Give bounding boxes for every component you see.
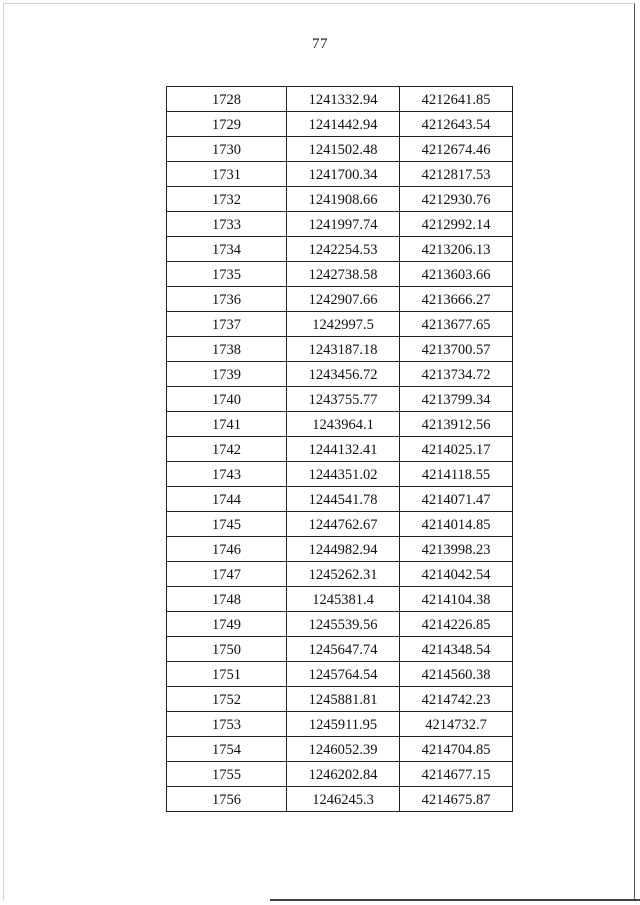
point-number-cell: 1738 bbox=[167, 337, 287, 362]
point-number-cell: 1747 bbox=[167, 562, 287, 587]
y-coordinate-cell: 4214042.54 bbox=[400, 562, 513, 587]
y-coordinate-cell: 4214104.38 bbox=[400, 587, 513, 612]
x-coordinate-cell: 1244762.67 bbox=[287, 512, 400, 537]
y-coordinate-cell: 4213799.34 bbox=[400, 387, 513, 412]
x-coordinate-cell: 1241332.94 bbox=[287, 87, 400, 112]
point-number-cell: 1748 bbox=[167, 587, 287, 612]
y-coordinate-cell: 4214071.47 bbox=[400, 487, 513, 512]
table-row bbox=[167, 312, 513, 337]
x-coordinate-cell: 1241700.34 bbox=[287, 162, 400, 187]
x-coordinate-cell: 1245911.95 bbox=[287, 712, 400, 737]
x-coordinate-cell: 1245647.74 bbox=[287, 637, 400, 662]
table-row bbox=[167, 612, 513, 637]
x-coordinate-cell: 1242254.53 bbox=[287, 237, 400, 262]
point-number-cell: 1750 bbox=[167, 637, 287, 662]
x-coordinate-cell: 1244351.02 bbox=[287, 462, 400, 487]
point-number-cell: 1728 bbox=[167, 87, 287, 112]
table-row bbox=[167, 737, 513, 762]
table-row bbox=[167, 112, 513, 137]
y-coordinate-cell: 4213603.66 bbox=[400, 262, 513, 287]
y-coordinate-cell: 4214732.7 bbox=[400, 712, 513, 737]
point-number-cell: 1755 bbox=[167, 762, 287, 787]
point-number-cell: 1737 bbox=[167, 312, 287, 337]
table-row bbox=[167, 212, 513, 237]
point-number-cell: 1741 bbox=[167, 412, 287, 437]
x-coordinate-cell: 1242907.66 bbox=[287, 287, 400, 312]
y-coordinate-cell: 4213666.27 bbox=[400, 287, 513, 312]
x-coordinate-cell: 1243964.1 bbox=[287, 412, 400, 437]
table-row bbox=[167, 587, 513, 612]
x-coordinate-cell: 1245539.56 bbox=[287, 612, 400, 637]
x-coordinate-cell: 1242738.58 bbox=[287, 262, 400, 287]
x-coordinate-cell: 1241442.94 bbox=[287, 112, 400, 137]
table-row bbox=[167, 337, 513, 362]
y-coordinate-cell: 4213206.13 bbox=[400, 237, 513, 262]
y-coordinate-cell: 4212643.54 bbox=[400, 112, 513, 137]
x-coordinate-cell: 1246052.39 bbox=[287, 737, 400, 762]
table-row bbox=[167, 537, 513, 562]
point-number-cell: 1756 bbox=[167, 787, 287, 812]
y-coordinate-cell: 4214226.85 bbox=[400, 612, 513, 637]
y-coordinate-cell: 4213677.65 bbox=[400, 312, 513, 337]
point-number-cell: 1731 bbox=[167, 162, 287, 187]
table-row bbox=[167, 162, 513, 187]
x-coordinate-cell: 1244541.78 bbox=[287, 487, 400, 512]
table-row bbox=[167, 462, 513, 487]
table-row bbox=[167, 287, 513, 312]
x-coordinate-cell: 1246245.3 bbox=[287, 787, 400, 812]
point-number-cell: 1739 bbox=[167, 362, 287, 387]
table-row bbox=[167, 712, 513, 737]
point-number-cell: 1740 bbox=[167, 387, 287, 412]
point-number-cell: 1734 bbox=[167, 237, 287, 262]
y-coordinate-cell: 4214675.87 bbox=[400, 787, 513, 812]
point-number-cell: 1744 bbox=[167, 487, 287, 512]
table-row bbox=[167, 487, 513, 512]
table-row bbox=[167, 362, 513, 387]
y-coordinate-cell: 4213700.57 bbox=[400, 337, 513, 362]
y-coordinate-cell: 4214118.55 bbox=[400, 462, 513, 487]
point-number-cell: 1735 bbox=[167, 262, 287, 287]
table-row bbox=[167, 262, 513, 287]
y-coordinate-cell: 4214014.85 bbox=[400, 512, 513, 537]
coordinates-table-body bbox=[167, 87, 513, 812]
table-row bbox=[167, 787, 513, 812]
x-coordinate-cell: 1241908.66 bbox=[287, 187, 400, 212]
point-number-cell: 1746 bbox=[167, 537, 287, 562]
point-number-cell: 1753 bbox=[167, 712, 287, 737]
point-number-cell: 1729 bbox=[167, 112, 287, 137]
x-coordinate-cell: 1245764.54 bbox=[287, 662, 400, 687]
page-number: 77 bbox=[312, 36, 328, 52]
point-number-cell: 1743 bbox=[167, 462, 287, 487]
table-row bbox=[167, 237, 513, 262]
table-row bbox=[167, 762, 513, 787]
y-coordinate-cell: 4214025.17 bbox=[400, 437, 513, 462]
table-row bbox=[167, 562, 513, 587]
x-coordinate-cell: 1243456.72 bbox=[287, 362, 400, 387]
table-row bbox=[167, 137, 513, 162]
x-coordinate-cell: 1246202.84 bbox=[287, 762, 400, 787]
point-number-cell: 1733 bbox=[167, 212, 287, 237]
point-number-cell: 1751 bbox=[167, 662, 287, 687]
y-coordinate-cell: 4213998.23 bbox=[400, 537, 513, 562]
y-coordinate-cell: 4214348.54 bbox=[400, 637, 513, 662]
table-row bbox=[167, 187, 513, 212]
point-number-cell: 1732 bbox=[167, 187, 287, 212]
y-coordinate-cell: 4214677.15 bbox=[400, 762, 513, 787]
point-number-cell: 1754 bbox=[167, 737, 287, 762]
x-coordinate-cell: 1244132.41 bbox=[287, 437, 400, 462]
y-coordinate-cell: 4214560.38 bbox=[400, 662, 513, 687]
table-row bbox=[167, 87, 513, 112]
table-row bbox=[167, 437, 513, 462]
x-coordinate-cell: 1241997.74 bbox=[287, 212, 400, 237]
x-coordinate-cell: 1244982.94 bbox=[287, 537, 400, 562]
coordinates-table bbox=[166, 86, 513, 812]
x-coordinate-cell: 1245381.4 bbox=[287, 587, 400, 612]
x-coordinate-cell: 1243187.18 bbox=[287, 337, 400, 362]
point-number-cell: 1745 bbox=[167, 512, 287, 537]
point-number-cell: 1730 bbox=[167, 137, 287, 162]
x-coordinate-cell: 1241502.48 bbox=[287, 137, 400, 162]
point-number-cell: 1742 bbox=[167, 437, 287, 462]
table-row bbox=[167, 687, 513, 712]
point-number-cell: 1749 bbox=[167, 612, 287, 637]
point-number-cell: 1752 bbox=[167, 687, 287, 712]
x-coordinate-cell: 1245881.81 bbox=[287, 687, 400, 712]
table-row bbox=[167, 637, 513, 662]
table-row bbox=[167, 387, 513, 412]
y-coordinate-cell: 4213734.72 bbox=[400, 362, 513, 387]
y-coordinate-cell: 4213912.56 bbox=[400, 412, 513, 437]
y-coordinate-cell: 4212817.53 bbox=[400, 162, 513, 187]
x-coordinate-cell: 1242997.5 bbox=[287, 312, 400, 337]
y-coordinate-cell: 4214742.23 bbox=[400, 687, 513, 712]
y-coordinate-cell: 4212674.46 bbox=[400, 137, 513, 162]
x-coordinate-cell: 1243755.77 bbox=[287, 387, 400, 412]
y-coordinate-cell: 4212930.76 bbox=[400, 187, 513, 212]
table-row bbox=[167, 412, 513, 437]
y-coordinate-cell: 4212641.85 bbox=[400, 87, 513, 112]
y-coordinate-cell: 4214704.85 bbox=[400, 737, 513, 762]
page-bottom-rule bbox=[270, 899, 640, 901]
x-coordinate-cell: 1245262.31 bbox=[287, 562, 400, 587]
table-row bbox=[167, 662, 513, 687]
point-number-cell: 1736 bbox=[167, 287, 287, 312]
table-row bbox=[167, 512, 513, 537]
y-coordinate-cell: 4212992.14 bbox=[400, 212, 513, 237]
